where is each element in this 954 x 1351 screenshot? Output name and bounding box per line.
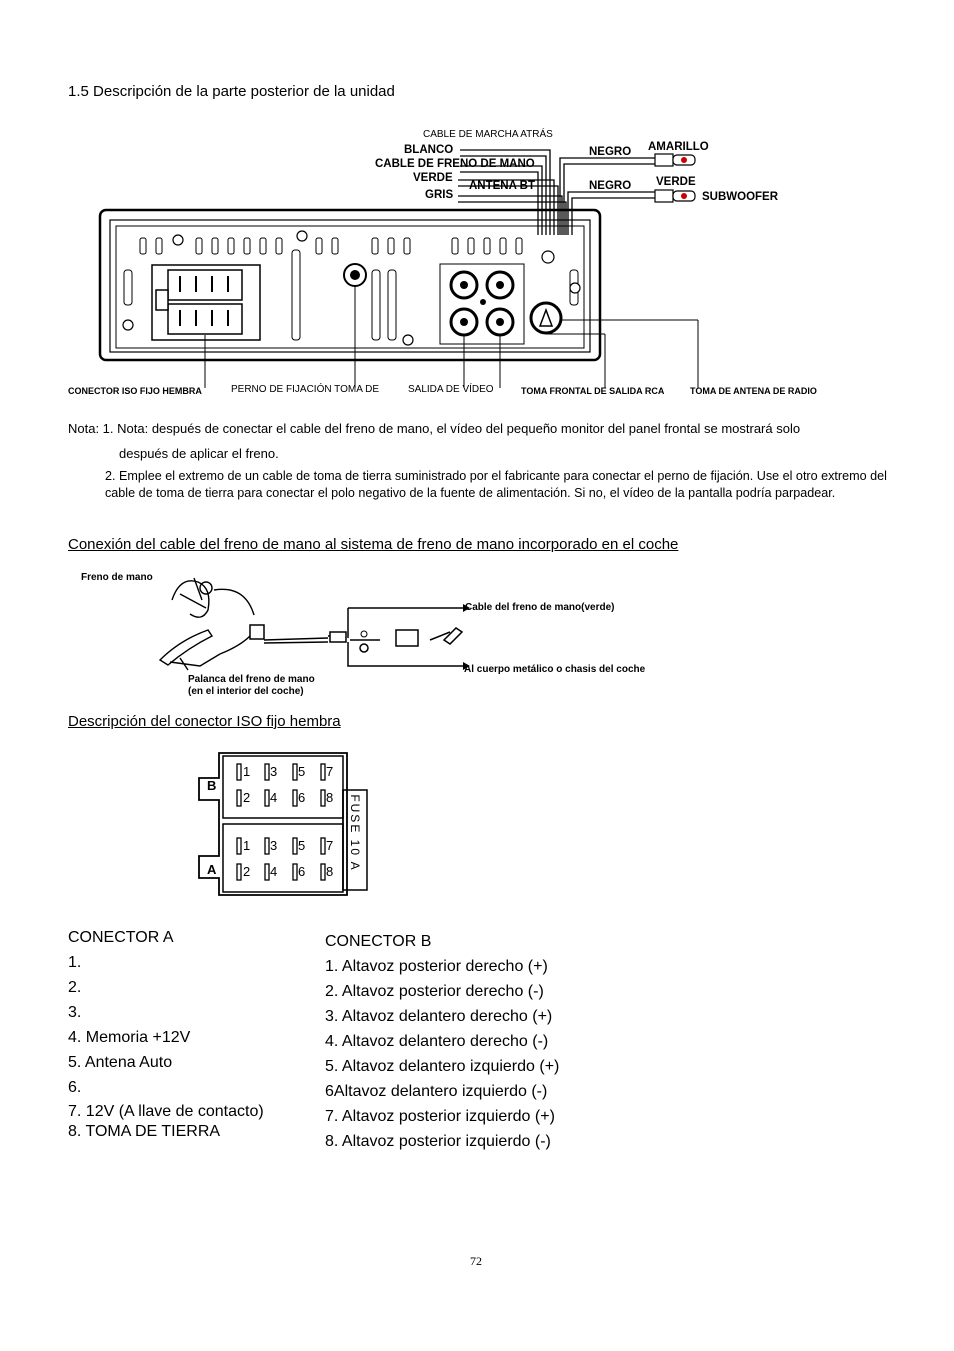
connector-a-item: 8. TOMA DE TIERRA <box>68 1123 221 1140</box>
label-palanca-1: Palanca del freno de mano <box>188 674 315 685</box>
connector-a-title: CONECTOR A <box>68 929 174 946</box>
iso-pin-b2: 2 <box>243 790 251 805</box>
handbrake-diagram <box>150 570 470 680</box>
iso-pin-a2: 2 <box>243 864 251 879</box>
connector-b-item: 6Altavoz delantero izquierdo (-) <box>325 1083 548 1100</box>
label-negro-top: NEGRO <box>589 146 632 158</box>
label-gris: GRIS <box>425 189 454 201</box>
label-toma-antena: TOMA DE ANTENA DE RADIO <box>690 386 817 396</box>
label-antena-bt: ANTENA BT <box>469 180 536 192</box>
label-subwoofer: SUBWOOFER <box>702 191 779 203</box>
label-blanco: BLANCO <box>404 144 454 156</box>
note-2: 2. Emplee el extremo de un cable de toma de tierra suministrado por el fabricante para conectar el perno de fijación. Use el otro extremo del cable de toma de tierra para conectar el polo negativo de la fuente de alimentación. Si no, el vídeo de la pantalla podría parpadear. <box>105 469 887 500</box>
connector-a-item: 7. 12V (A llave de contacto) <box>68 1103 264 1120</box>
iso-pin-b7: 7 <box>326 764 334 779</box>
iso-pin-b6: 6 <box>298 790 306 805</box>
label-verde-left: VERDE <box>413 172 453 184</box>
iso-pin-b3: 3 <box>270 764 278 779</box>
iso-pin-b5: 5 <box>298 764 306 779</box>
iso-pin-b1: 1 <box>243 764 251 779</box>
iso-pin-a7: 7 <box>326 838 334 853</box>
connector-b-item: 1. Altavoz posterior derecho (+) <box>325 958 548 975</box>
iso-pin-b8: 8 <box>326 790 334 805</box>
iso-label-b: B <box>207 778 217 793</box>
label-cable-marcha-atras: CABLE DE MARCHA ATRÁS <box>423 129 553 140</box>
label-salida-video: SALIDA DE VÍDEO <box>408 384 494 395</box>
connector-a-item: 6. <box>68 1079 82 1096</box>
connector-b-item: 3. Altavoz delantero derecho (+) <box>325 1008 553 1025</box>
label-conector-iso: CONECTOR ISO FIJO HEMBRA <box>68 386 202 396</box>
iso-pin-a1: 1 <box>243 838 251 853</box>
label-freno-de-mano: Freno de mano <box>81 572 153 583</box>
iso-pin-a6: 6 <box>298 864 306 879</box>
iso-pin-a4: 4 <box>270 864 278 879</box>
section-title: 1.5 Descripción de la parte posterior de la unidad <box>68 83 395 100</box>
handbrake-title: Conexión del cable del freno de mano al sistema de freno de mano incorporado en el coche <box>68 536 679 553</box>
iso-pin-a8: 8 <box>326 864 334 879</box>
note-1-line-2: después de aplicar el freno. <box>119 446 279 461</box>
iso-pin-b4: 4 <box>270 790 278 805</box>
connector-a-item: 3. <box>68 1004 82 1021</box>
connector-a-item: 2. <box>68 979 82 996</box>
connector-b-item: 8. Altavoz posterior izquierdo (-) <box>325 1133 551 1150</box>
label-palanca-2: (en el interior del coche) <box>188 686 304 697</box>
connector-b-item: 7. Altavoz posterior izquierdo (+) <box>325 1108 555 1125</box>
iso-label-a: A <box>207 862 217 877</box>
connector-b-item: 4. Altavoz delantero derecho (-) <box>325 1033 549 1050</box>
iso-title: Descripción del conector ISO fijo hembra <box>68 713 341 730</box>
connector-b-title: CONECTOR B <box>325 933 432 950</box>
label-negro-bottom: NEGRO <box>589 180 632 192</box>
connector-a-item: 5. Antena Auto <box>68 1054 173 1071</box>
iso-fuse-label: FUSE 10 A <box>348 794 362 872</box>
label-cable-verde: Cable del freno de mano(verde) <box>465 602 615 613</box>
connector-a-item: 1. <box>68 954 82 971</box>
iso-pin-a3: 3 <box>270 838 278 853</box>
connector-a-item: 4. Memoria +12V <box>68 1029 191 1046</box>
connector-a-list <box>68 925 264 1142</box>
iso-pin-a5: 5 <box>298 838 306 853</box>
note-1-line-1: Nota: 1. Nota: después de conectar el cable del freno de mano, el vídeo del pequeño monitor del panel frontal se mostrará solo <box>68 421 801 436</box>
label-cable-freno-mano: CABLE DE FRENO DE MANO <box>375 158 535 170</box>
label-perno: PERNO DE FIJACIÓN TOMA DE <box>231 384 379 395</box>
page-number: 72 <box>470 1254 482 1268</box>
label-amarillo: AMARILLO <box>648 141 709 153</box>
label-verde-right: VERDE <box>656 176 696 188</box>
connector-b-item: 5. Altavoz delantero izquierdo (+) <box>325 1058 560 1075</box>
label-chasis: Al cuerpo metálico o chasis del coche <box>464 664 646 675</box>
connector-b-list <box>325 929 559 1154</box>
label-toma-rca: TOMA FRONTAL DE SALIDA RCA <box>521 386 665 396</box>
connector-b-item: 2. Altavoz posterior derecho (-) <box>325 983 544 1000</box>
